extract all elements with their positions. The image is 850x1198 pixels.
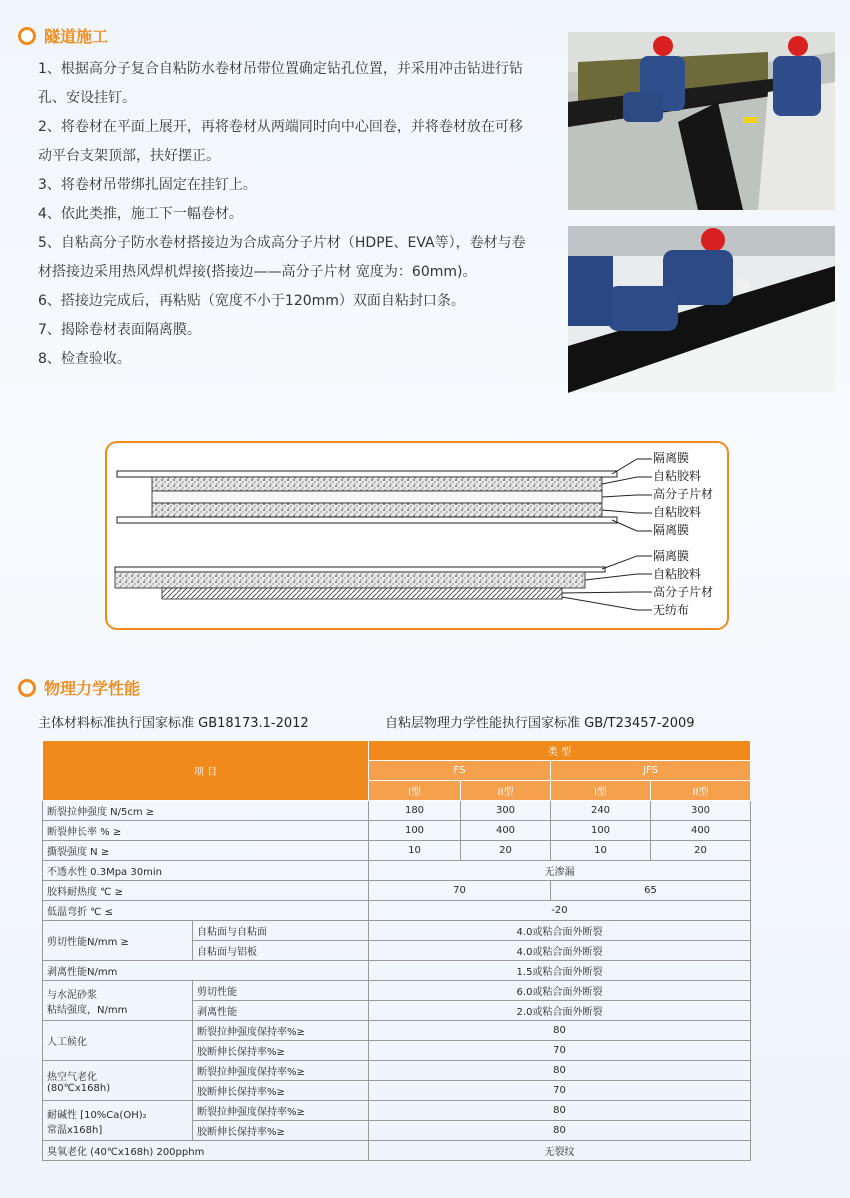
- step-3: 3、将卷材吊带绑扎固定在挂钉上。: [38, 177, 257, 193]
- row-label: 断裂伸长率 % ≥: [43, 821, 369, 841]
- sub-label: 断裂拉伸强度保持率%≥: [193, 1101, 369, 1121]
- cell: 2.0或粘合面外断裂: [369, 1001, 751, 1021]
- header-item: 项 目: [43, 741, 369, 801]
- cell: 10: [551, 841, 651, 861]
- cell: 80: [369, 1101, 751, 1121]
- table-row: [43, 1101, 751, 1121]
- row-label: 人工候化: [43, 1021, 193, 1061]
- sub-label: 剥离性能: [193, 1001, 369, 1021]
- row-label: 低温弯折 ℃ ≤: [43, 901, 369, 921]
- row-label: [43, 981, 193, 1021]
- table-row: [43, 1021, 751, 1041]
- cell: 65: [551, 881, 751, 901]
- sub-label: 自粘面与铝板: [193, 941, 369, 961]
- label-polymer-sheet-2: 高分子片材: [653, 585, 714, 599]
- table-row: [43, 1061, 751, 1081]
- label-nonwoven: 无纺布: [653, 603, 690, 617]
- header-fs-type1: I型: [369, 781, 461, 801]
- label-adhesive-2: 自粘胶料: [653, 505, 702, 519]
- header-type: 类 型: [369, 741, 751, 761]
- row-label: 撕裂强度 N ≥: [43, 841, 369, 861]
- table-row: [43, 801, 751, 821]
- cell: 100: [369, 821, 461, 841]
- row-label-line2: 粘结强度，N/mm: [47, 1004, 128, 1016]
- row-label-line1: 热空气老化: [47, 1071, 97, 1083]
- tunnel-steps: [38, 55, 528, 374]
- upper-labels: [653, 449, 713, 539]
- label-release-film-3: 隔离膜: [653, 549, 690, 563]
- label-release-film-1: 隔离膜: [653, 451, 690, 465]
- cell: 300: [461, 801, 551, 821]
- step-6: 6、搭接边完成后，再粘贴（宽度不小于120mm）双面自粘封口条。: [38, 293, 465, 309]
- row-label: [43, 1061, 193, 1101]
- table-row: [43, 981, 751, 1001]
- header-fs-type2: II型: [461, 781, 551, 801]
- upper-layers: [117, 471, 617, 523]
- label-release-film-2: 隔离膜: [653, 523, 690, 537]
- main-standard: 主体材料标准执行国家标准 GB18173.1-2012: [38, 716, 309, 731]
- row-label: 断裂拉伸强度 N/5cm ≥: [43, 801, 369, 821]
- row-label: 臭氧老化 (40℃x168h) 200pphm: [43, 1141, 369, 1161]
- cell: 80: [369, 1061, 751, 1081]
- tunnel-section-header: [18, 24, 108, 47]
- props-section-header: [18, 676, 140, 699]
- cell: 无裂纹: [369, 1141, 751, 1161]
- step-7: 7、揭除卷材表面隔离膜。: [38, 322, 201, 338]
- self-adhesive-standard: 自粘层物理力学性能执行国家标准 GB/T23457-2009: [385, 716, 695, 731]
- header-jfs-type1: I型: [551, 781, 651, 801]
- cell: 80: [369, 1021, 751, 1041]
- label-adhesive-3: 自粘胶料: [653, 567, 702, 581]
- table-row: [43, 921, 751, 941]
- construction-photo-1: [568, 32, 835, 210]
- props-title: 物理力学性能: [44, 679, 141, 698]
- row-label-line1: 与水泥砂浆: [47, 989, 97, 1001]
- tunnel-title: 隧道施工: [44, 27, 109, 46]
- section-bullet-icon: [18, 27, 36, 45]
- step-5: 5、自粘高分子防水卷材搭接边为合成高分子片材（HDPE、EVA等），卷材与卷材搭接边采用热风焊机焊接(搭接边——高分子片材 宽度为：60mm)。: [38, 235, 526, 280]
- header-jfs-type2: II型: [651, 781, 751, 801]
- lower-layers: [115, 567, 605, 599]
- cell: 4.0或粘合面外断裂: [369, 941, 751, 961]
- step-1: 1、根据高分子复合自粘防水卷材吊带位置确定钻孔位置，并采用冲击钻进行钻孔、安设挂钉。: [38, 61, 523, 106]
- cell: 400: [461, 821, 551, 841]
- section-bullet-icon: [18, 679, 36, 697]
- cell: 20: [461, 841, 551, 861]
- cell: 20: [651, 841, 751, 861]
- row-label: 胶料耐热度 ℃ ≥: [43, 881, 369, 901]
- table-row: [43, 881, 751, 901]
- cell: 180: [369, 801, 461, 821]
- lower-labels: [653, 547, 713, 619]
- sub-label: 断裂拉伸强度保持率%≥: [193, 1061, 369, 1081]
- sub-label: 胶断伸长保持率%≥: [193, 1041, 369, 1061]
- label-adhesive-1: 自粘胶料: [653, 469, 702, 483]
- cell: 400: [651, 821, 751, 841]
- sub-label: 断裂拉伸强度保持率%≥: [193, 1021, 369, 1041]
- cell: 4.0或粘合面外断裂: [369, 921, 751, 941]
- properties-table: [42, 740, 751, 1161]
- table-row: [43, 1141, 751, 1161]
- layer-structure-diagram: [105, 441, 729, 630]
- cell: 100: [551, 821, 651, 841]
- table-row: [43, 901, 751, 921]
- cell: 70: [369, 1041, 751, 1061]
- cell: 300: [651, 801, 751, 821]
- row-label-line2: (80℃x168h): [47, 1082, 111, 1094]
- row-label: 剪切性能N/mm ≥: [43, 921, 193, 961]
- label-polymer-sheet-1: 高分子片材: [653, 487, 714, 501]
- row-label-line1: 耐碱性 [10%Ca(OH)₂: [47, 1109, 147, 1121]
- cell: 70: [369, 881, 551, 901]
- table-row: [43, 821, 751, 841]
- row-label: 剥离性能N/mm: [43, 961, 369, 981]
- cell: 6.0或粘合面外断裂: [369, 981, 751, 1001]
- cell: 80: [369, 1121, 751, 1141]
- step-8: 8、检查验收。: [38, 351, 131, 367]
- cell: 240: [551, 801, 651, 821]
- header-jfs: JFS: [551, 761, 751, 781]
- cell: 无渗漏: [369, 861, 751, 881]
- sub-label: 自粘面与自粘面: [193, 921, 369, 941]
- cell: 10: [369, 841, 461, 861]
- cell: 1.5或粘合面外断裂: [369, 961, 751, 981]
- construction-photo-2: [568, 226, 835, 393]
- table-row: [43, 961, 751, 981]
- cell: 70: [369, 1081, 751, 1101]
- row-label: [43, 1101, 193, 1141]
- sub-label: 剪切性能: [193, 981, 369, 1001]
- row-label: 不透水性 0.3Mpa 30min: [43, 861, 369, 881]
- step-4: 4、依此类推，施工下一幅卷材。: [38, 206, 243, 222]
- sub-label: 胶断伸长保持率%≥: [193, 1081, 369, 1101]
- table-row: [43, 861, 751, 881]
- sub-label: 胶断伸长保持率%≥: [193, 1121, 369, 1141]
- table-row: [43, 841, 751, 861]
- cell: -20: [369, 901, 751, 921]
- row-label-line2: 常温x168h]: [47, 1124, 103, 1136]
- step-2: 2、将卷材在平面上展开，再将卷材从两端同时向中心回卷，并将卷材放在可移动平台支架顶部，扶好摆正。: [38, 119, 523, 164]
- header-fs: FS: [369, 761, 551, 781]
